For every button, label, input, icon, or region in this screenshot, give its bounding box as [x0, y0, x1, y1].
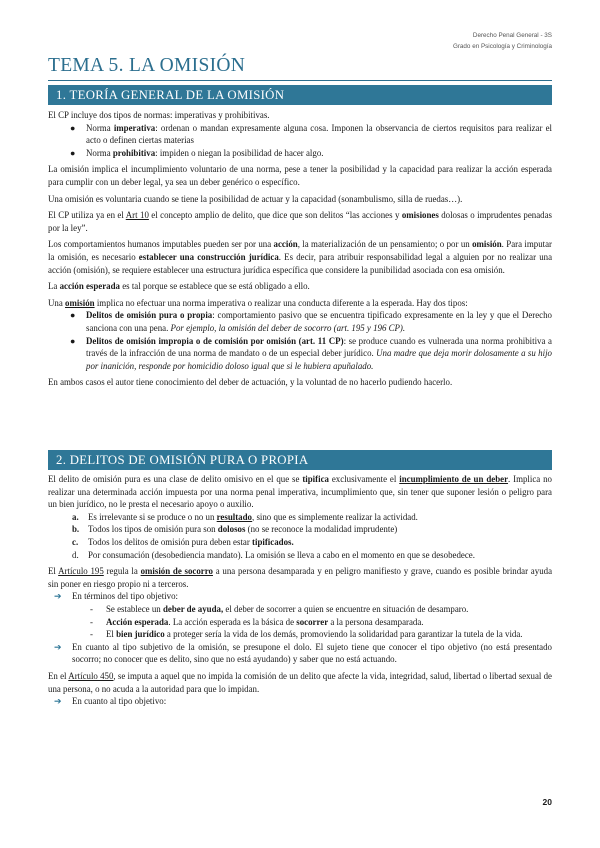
list-item: b. Todos los tipos de omisión pura son dolosos (no se reconoce la modalidad imprudente): [72, 524, 398, 535]
arrow-icon: ➔: [54, 696, 62, 707]
paragraph: En ambos casos el autor tiene conocimiento del deber de actuación, y la voluntad de no hacerlo pudiendo hacerlo.: [48, 377, 453, 388]
section-heading-1: 1. TEORÍA GENERAL DE LA OMISIÓN: [48, 85, 552, 105]
paragraph: Los comportamientos humanos imputables pueden ser por una acción, la materialización de un pensamiento; o por un omisión. Para imputar la omisión, es necesario establecer una construcción jurídica. Es decir, para atribuir responsabilidad legal a alguien por no realizar una acción (omisión), se requiere establecer una estructura jurídica específica que considere la punibilidad asociada con esa omisión.: [48, 239, 553, 275]
paragraph: La acción esperada es tal porque se establece que se está obligado a ello.: [48, 281, 310, 292]
title-divider: [48, 80, 552, 81]
article-link[interactable]: Art 10: [125, 210, 149, 221]
paragraph: En el Artículo 450, se imputa a aquel que no impida la comisión de un delito que afecte la vida, integridad, salud, libertad o libertad sexual de una persona, o no acuda a la autoridad para que lo impidan.: [48, 670, 553, 694]
list-item: d. Por consumación (desobediencia mandato). La omisión se lleva a cabo en el momento en que se desobedece.: [72, 549, 475, 560]
section-heading-2: 2. DELITOS DE OMISIÓN PURA O PROPIA: [48, 450, 552, 470]
list-item: ➔ En términos del tipo objetivo:: [54, 591, 178, 602]
page-header: [453, 30, 552, 52]
list-item: c. Todos los delitos de omisión pura deben estar tipificados.: [72, 536, 294, 547]
article-link[interactable]: Artículo 195: [58, 566, 104, 577]
page-number: 20: [542, 797, 552, 807]
article-link[interactable]: Artículo 450: [68, 670, 114, 681]
bullet-icon: ●: [70, 147, 76, 158]
list-item: ● Norma imperativa: ordenan o mandan expresamente alguna cosa. Imponen la observancia de ciertos requisitos para realizar el acto o definen ciertas materias: [70, 122, 552, 146]
bullet-icon: ●: [70, 335, 76, 346]
bullet-icon: ●: [70, 310, 76, 321]
paragraph: El Artículo 195 regula la omisión de socorro a una persona desamparada y en peligro manifiesto y grave, cuando es posible brindar ayuda sin poner en riesgo propio ni a terceros.: [48, 566, 553, 589]
list-item: ➔ En cuanto al tipo objetivo:: [54, 696, 167, 707]
list-item: - Se establece un deber de ayuda, el deber de socorrer a quien se encuentre en situación de desamparo.: [90, 603, 469, 614]
bullet-icon: ●: [70, 122, 76, 133]
paragraph: El CP utiliza ya en el Art 10 el concepto amplio de delito, que dice que son delitos “las acciones y omisiones dolosas o imprudentes penadas por la ley”.: [48, 210, 552, 233]
list-item: - Acción esperada. La acción esperada es la básica de socorrer a la persona desamparada.: [90, 616, 424, 627]
paragraph: El delito de omisión pura es una clase de delito omisivo en el que se tipifica exclusivamente el incumplimiento de un deber. Implica no realizar una determinada acción impuesta por una norma penal imperativa, incumplimiento que, sin tener que suponer lesión o peligro para un bien jurídico, no le presta el necesario apoyo o auxilio.: [48, 474, 552, 510]
arrow-icon: ➔: [54, 641, 62, 652]
arrow-icon: ➔: [54, 591, 62, 602]
paragraph: Una omisión implica no efectuar una norma imperativa o realizar una conducta diferente a la esperada. Hay dos tipos:: [48, 297, 468, 308]
list-item: ➔ En cuanto al tipo subjetivo de la omisión, se presupone el dolo. El sujeto tiene que conocer el tipo objetivo (no está presentado socorro; no conocer que es delito, sino que no está ayudando) y saber que no está actuando.: [54, 641, 552, 665]
list-item: ● Delitos de omisión pura o propia: comportamiento pasivo que se encuentra tipificado expresamente en la ley y que el Derecho sanciona con una pena. Por ejemplo, la omisión del deber de socorro (art. 195 y 196 CP).: [70, 310, 552, 333]
section-1-body: [48, 109, 552, 389]
list-item: ● Norma prohibitiva: impiden o niegan la posibilidad de hacer algo.: [70, 147, 324, 158]
page-title: TEMA 5. LA OMISIÓN: [48, 55, 246, 76]
list-item: a. Es irrelevante si se produce o no un resultado, sino que es simplemente realizar la actividad.: [72, 511, 418, 522]
paragraph: La omisión implica el incumplimiento voluntario de una norma, pese a tener la posibilidad y la capacidad para realizar la acción esperada para cumplir con un deber legal, ya sea un deber genérico o específico.: [48, 164, 552, 187]
header-degree: Grado en Psicología y Criminología: [452, 43, 552, 50]
list-item: - El bien jurídico a proteger sería la vida de los demás, promoviendo la solidaridad para garantizar la tutela de la vida.: [90, 629, 523, 640]
paragraph: El CP incluye dos tipos de normas: imperativas y prohibitivas.: [48, 110, 270, 120]
header-course: Derecho Penal General - 3S: [472, 32, 552, 39]
section-2-body: [48, 473, 552, 708]
paragraph: Una omisión es voluntaria cuando se tiene la posibilidad de actuar y la capacidad (sonambulismo, silla de ruedas…).: [48, 193, 463, 204]
list-item: ● Delitos de omisión impropia o de comisión por omisión (art. 11 CP): se produce cuando es vulnerada una norma prohibitiva a través de la infracción de una norma de mandato o de un especial deber jurídico. Una madre que deja morir dolosamente a su hijo por inanición, responde por homicidio doloso igual que si le hubiera apuñalado.: [70, 335, 552, 371]
